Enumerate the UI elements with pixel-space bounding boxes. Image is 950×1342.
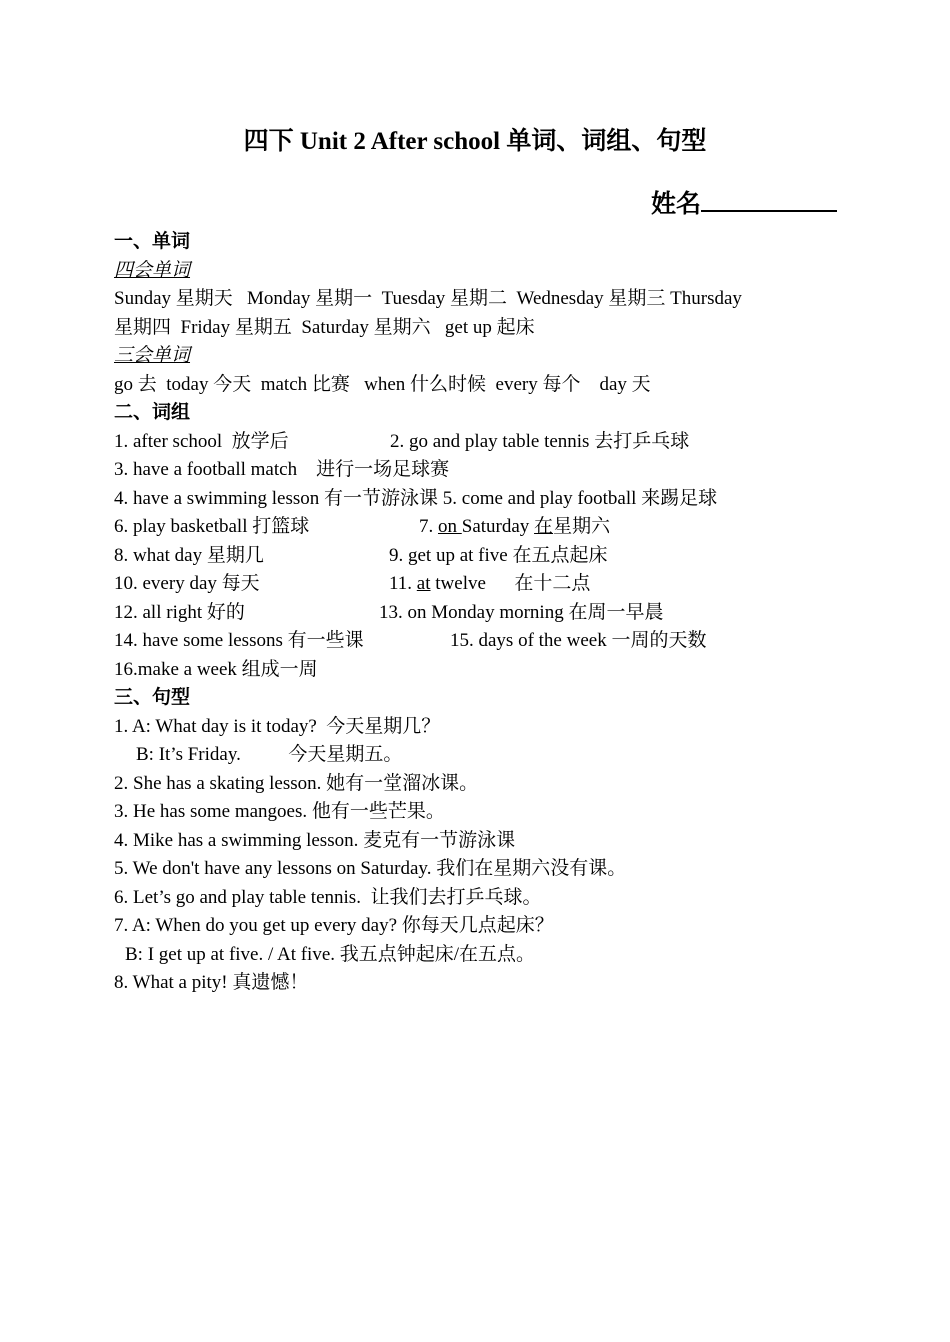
word-list-line: 星期四 Friday 星期五 Saturday 星期六 get up 起床	[114, 316, 535, 338]
phrase-item: 13. on Monday morning 在周一早晨	[379, 601, 664, 623]
phrase-row	[114, 627, 844, 656]
phrase-item: 3. have a football match 进行一场足球赛	[114, 459, 450, 480]
phrase-item: 12. all right 好的	[114, 601, 245, 623]
phrase-row	[114, 513, 844, 542]
section-heading-words: 一、单词	[114, 231, 191, 252]
name-field	[651, 182, 837, 223]
phrase-item: 8. what day 星期几	[114, 544, 264, 566]
word-list-line: Sunday 星期天 Monday 星期一 Tuesday 星期二 Wednesday 星期三 Thursday	[114, 288, 742, 309]
phrase-text: 星期六	[553, 516, 611, 537]
sentence-item: 6. Let’s go and play table tennis. 让我们去打乒乓球。	[114, 886, 542, 908]
phrase-row	[114, 428, 844, 457]
document-body	[114, 228, 844, 998]
name-blank-line	[701, 182, 837, 212]
phrase-item	[389, 570, 590, 599]
phrase-item: 9. get up at five 在五点起床	[389, 544, 608, 566]
phrase-row	[114, 599, 844, 628]
sentence-item: 1. A: What day is it today? 今天星期几？	[114, 715, 441, 737]
subheading-three-skill-words: 三会单词	[114, 345, 191, 366]
section-heading-phrases: 二、词组	[114, 402, 191, 423]
phrase-row	[114, 570, 844, 599]
phrase-number: 7.	[419, 516, 438, 537]
sentence-item: 4. Mike has a swimming lesson. 麦克有一节游泳课	[114, 829, 516, 851]
sentence-item: 2. She has a skating lesson. 她有一堂溜冰课。	[114, 772, 479, 794]
phrase-item: 6. play basketball 打篮球	[114, 516, 310, 537]
section-heading-sentences: 三、句型	[114, 687, 191, 708]
document-title: 四下 Unit 2 After school 单词、词组、句型	[243, 128, 707, 155]
phrase-item: 16.make a week 组成一周	[114, 658, 318, 680]
phrase-row	[114, 542, 844, 571]
phrase-text: twelve 在十二点	[430, 573, 591, 594]
sentence-item: 3. He has some mangoes. 他有一些芒果。	[114, 801, 445, 822]
phrase-item: 4. have a swimming lesson 有一节游泳课 5. come and play football 来踢足球	[114, 487, 718, 509]
phrase-item: 15. days of the week 一周的天数	[450, 630, 707, 651]
phrase-number: 11.	[389, 573, 417, 594]
sentence-item: 5. We don't have any lessons on Saturday. 我们在星期六没有课。	[114, 858, 627, 879]
underlined-word: at	[416, 573, 431, 594]
underlined-word: 在	[534, 516, 554, 537]
sentence-item: B: It’s Friday. 今天星期五。	[136, 744, 403, 765]
phrase-item: 2. go and play table tennis 去打乒乓球	[390, 430, 690, 452]
phrase-item	[419, 513, 610, 542]
sentence-item: 8. What a pity! 真遗憾！	[114, 972, 309, 993]
subheading-four-skill-words: 四会单词	[114, 259, 191, 281]
name-label: 姓名	[650, 191, 701, 218]
phrase-text: Saturday	[461, 516, 535, 537]
word-list-line: go 去 today 今天 match 比赛 when 什么时候 every 每个 day 天	[114, 373, 651, 395]
sentence-item: B: I get up at five. / At five. 我五点钟起床/在五点。	[125, 943, 536, 965]
phrase-item: 14. have some lessons 有一些课	[114, 630, 364, 651]
phrase-item: 1. after school 放学后	[114, 430, 289, 452]
underlined-word: on	[438, 516, 462, 537]
phrase-item: 10. every day 每天	[114, 573, 260, 594]
sentence-item: 7. A: When do you get up every day? 你每天几点起床？	[114, 915, 554, 936]
